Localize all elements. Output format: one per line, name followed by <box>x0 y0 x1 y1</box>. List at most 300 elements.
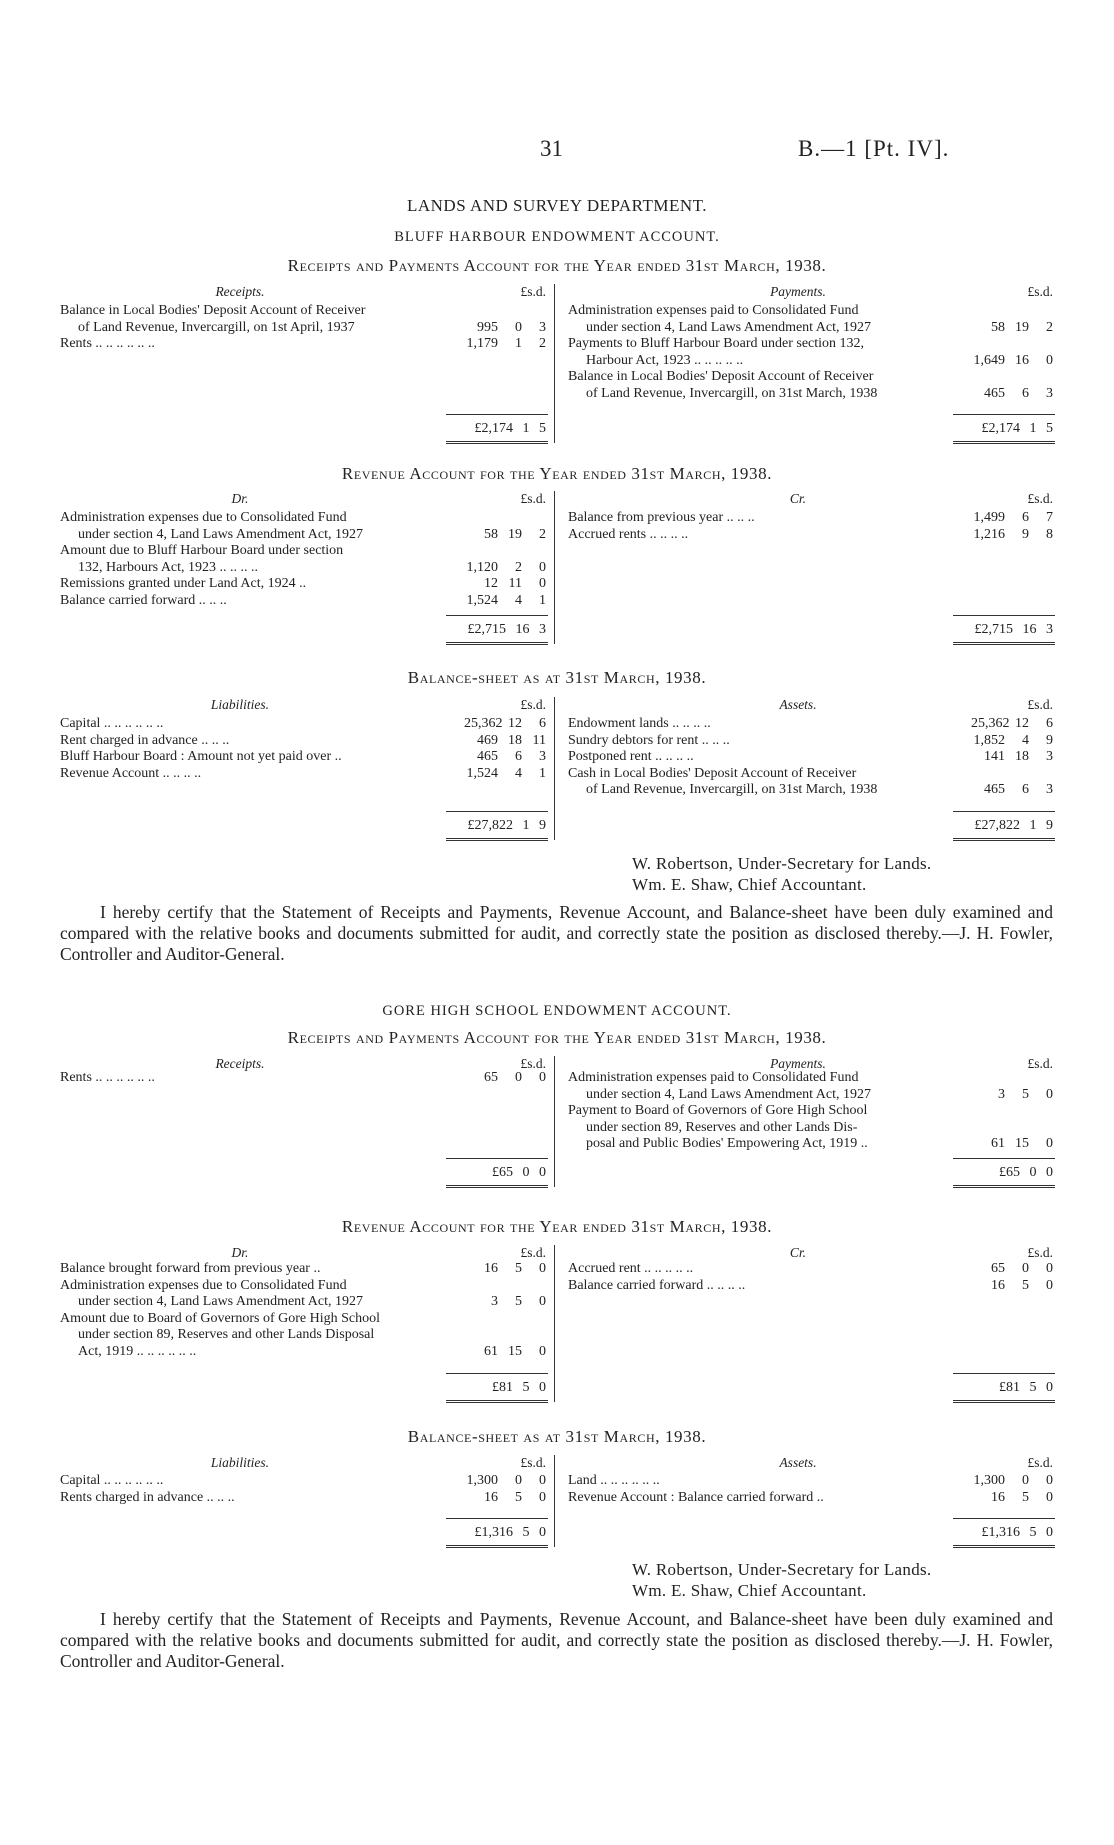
entry-line: Balance from previous year .. .. .. <box>568 510 755 525</box>
amount-shillings: 18 <box>1015 749 1029 764</box>
entry-line: Act, 1919 .. .. .. .. .. .. <box>78 1343 197 1359</box>
amount-pounds: 16 <box>484 1489 498 1505</box>
entry-line: Capital .. .. .. .. .. .. <box>60 1473 164 1488</box>
department-title: LANDS AND SURVEY DEPARTMENT. <box>406 196 707 215</box>
amount-pounds: 65 <box>484 1070 498 1085</box>
amount-shillings: 19 <box>508 526 522 542</box>
right-entry-amount <box>957 1473 1053 1490</box>
amount-shillings: 15 <box>1015 1136 1029 1151</box>
left-money-heading <box>450 491 546 508</box>
amount-shillings: 0 <box>1022 1261 1029 1276</box>
amount-pounds: 141 <box>984 749 1005 764</box>
left-total: £81 5 0 <box>492 1380 546 1395</box>
entry-line: Bluff Harbour Board : Amount not yet paid over .. <box>60 749 342 764</box>
left-column-heading: Receipts. <box>215 284 265 299</box>
right-entry-amount <box>957 386 1053 403</box>
left-total: £1,316 5 0 <box>474 1525 546 1540</box>
amount-pence: 1 <box>539 592 546 608</box>
entry-line: under section 4, Land Laws Amendment Act, 1927 <box>586 1086 871 1102</box>
amount-pounds: 1,499 <box>973 510 1005 525</box>
right-money-heading <box>957 284 1053 301</box>
amount-pounds: 1,852 <box>973 732 1005 748</box>
pound-heading: £ <box>1027 284 1035 299</box>
amount-pounds: 12 <box>484 576 498 591</box>
right-entry-description <box>568 749 951 766</box>
amount-shillings: 9 <box>1022 526 1029 542</box>
amount-pounds: 58 <box>484 526 498 542</box>
amount-shillings: 6 <box>515 749 522 764</box>
gore-rp-table <box>60 1056 1053 1196</box>
amount-pounds: 469 <box>477 732 498 748</box>
amount-shillings: 0 <box>515 319 522 335</box>
entry-line: under section 89, Reserves and other Lands Dis- <box>586 1119 858 1135</box>
amount-pence: 3 <box>539 319 546 335</box>
left-entry-description <box>60 303 446 336</box>
right-entry-amount <box>957 1136 1053 1153</box>
amount-pence: 9 <box>1046 732 1053 748</box>
left-entry-amount <box>450 1344 546 1361</box>
right-entry-description <box>568 1103 951 1153</box>
left-entry-amount <box>450 1473 546 1490</box>
left-entry-amount <box>450 320 546 337</box>
entry-line: Capital .. .. .. .. .. .. <box>60 716 164 731</box>
pound-heading: £ <box>1027 1455 1035 1470</box>
entry-line: Payment to Board of Governors of Gore High School <box>568 1103 868 1118</box>
entry-line: Sundry debtors for rent .. .. .. <box>568 732 730 748</box>
shilling-heading: s. <box>527 1056 536 1071</box>
amount-pence: 6 <box>1046 716 1053 731</box>
amount-pounds: 1,179 <box>466 336 498 351</box>
left-entry-amount <box>450 527 546 544</box>
amount-shillings: 15 <box>508 1343 522 1359</box>
amount-pounds: 3 <box>491 1294 498 1309</box>
right-entry-amount <box>957 527 1053 544</box>
entry-line: Postponed rent .. .. .. .. <box>568 749 694 764</box>
gore-account-title: GORE HIGH SCHOOL ENDOWMENT ACCOUNT. <box>382 1003 732 1019</box>
amount-pence: 0 <box>539 1473 546 1488</box>
right-money-heading <box>957 1245 1053 1262</box>
amount-pounds: 61 <box>991 1136 1005 1151</box>
left-total-double-rule <box>446 1545 548 1548</box>
shilling-heading: s. <box>527 1245 536 1260</box>
left-entry-description <box>60 716 446 733</box>
amount-pounds: 16 <box>484 1261 498 1276</box>
amount-shillings: 5 <box>1022 1086 1029 1102</box>
amount-pounds: 465 <box>984 782 1005 797</box>
right-total-rule <box>953 1518 1055 1519</box>
amount-pence: 6 <box>539 716 546 731</box>
entry-line: Administration expenses paid to Consolidated Fund <box>568 303 859 318</box>
left-column-heading: Dr. <box>231 491 249 506</box>
bluff-rp-table <box>60 284 1053 452</box>
entry-line: Rents .. .. .. .. .. .. <box>60 1070 155 1085</box>
left-total: £27,822 1 9 <box>467 818 546 833</box>
gore-rp-title: Receipts and Payments Account for the Year ended 31st March, 1938. <box>287 1028 827 1047</box>
right-entry-description <box>568 527 951 544</box>
right-total-rule <box>953 811 1055 812</box>
pence-heading: d. <box>535 1056 546 1071</box>
left-total-double-rule <box>446 1185 548 1188</box>
entry-line: Accrued rents .. .. .. .. <box>568 526 689 542</box>
right-money-heading <box>957 491 1053 508</box>
entry-line: Endowment lands .. .. .. .. <box>568 716 711 731</box>
pence-heading: d. <box>535 1455 546 1470</box>
entry-line: Balance in Local Bodies' Deposit Account of Receiver <box>60 303 366 318</box>
right-total-double-rule <box>953 1185 1055 1188</box>
document-reference: B.—1 [Pt. IV]. <box>798 136 950 161</box>
amount-pounds: 465 <box>477 749 498 764</box>
right-column-heading: Assets. <box>779 1455 817 1470</box>
pound-heading: £ <box>520 284 528 299</box>
pence-heading: d. <box>1042 1245 1053 1260</box>
bluff-signature-robertson: W. Robertson, Under-Secretary for Lands. <box>632 854 932 873</box>
right-entry-amount <box>957 1490 1053 1507</box>
bluff-signature-shaw: Wm. E. Shaw, Chief Accountant. <box>632 875 867 894</box>
right-entry-amount <box>957 1087 1053 1104</box>
column-divider <box>554 1455 555 1547</box>
right-total-double-rule <box>953 642 1055 645</box>
bluff-balance-table <box>60 697 1053 849</box>
pence-heading: d. <box>535 697 546 712</box>
pound-heading: £ <box>1027 697 1035 712</box>
amount-pounds: 25,362 <box>971 716 1010 731</box>
right-entry-amount <box>957 320 1053 337</box>
entry-line: Administration expenses paid to Consolidated Fund <box>568 1070 859 1085</box>
left-entry-description <box>60 1490 446 1507</box>
entry-line: Rent charged in advance .. .. .. <box>60 732 230 748</box>
right-total: £27,822 1 9 <box>974 818 1053 833</box>
amount-pence: 0 <box>539 576 546 591</box>
left-entry-amount <box>450 1294 546 1311</box>
left-entry-description <box>60 766 446 783</box>
gore-revenue-title: Revenue Account for the Year ended 31st March, 1938. <box>341 1217 773 1236</box>
pound-heading: £ <box>520 1455 528 1470</box>
amount-pounds: 1,120 <box>466 559 498 575</box>
pence-heading: d. <box>535 491 546 506</box>
left-total-rule <box>446 811 548 812</box>
right-total-rule <box>953 1373 1055 1374</box>
pound-heading: £ <box>1027 1056 1035 1071</box>
left-total-double-rule <box>446 441 548 444</box>
left-total: £2,715 16 3 <box>467 622 546 637</box>
amount-pence: 0 <box>1046 1136 1053 1151</box>
entry-line: Balance carried forward .. .. .. .. <box>568 1277 746 1293</box>
amount-shillings: 4 <box>515 592 522 608</box>
entry-line: Payments to Bluff Harbour Board under section 132, <box>568 336 865 351</box>
amount-shillings: 0 <box>515 1070 522 1085</box>
pence-heading: d. <box>1042 491 1053 506</box>
left-entry-amount <box>450 1261 546 1278</box>
left-entry-amount <box>450 560 546 577</box>
amount-pence: 0 <box>1046 1086 1053 1102</box>
right-total: £1,316 5 0 <box>981 1525 1053 1540</box>
bluff-audit-certificate: I hereby certify that the Statement of Receipts and Payments, Revenue Account, and Balance-sheet have been duly examined and compared with the relative books and documents submitted for audit, and correctly state the position as disclosed thereby.—J. H. Fowler, Controller and Auditor-General. <box>60 902 1053 964</box>
shilling-heading: s. <box>1034 697 1043 712</box>
left-entry-description <box>60 510 446 543</box>
right-column-heading: Assets. <box>779 697 817 712</box>
gore-revenue-table <box>60 1245 1053 1409</box>
left-total: £2,174 1 5 <box>474 421 546 436</box>
amount-pence: 0 <box>1046 352 1053 368</box>
left-column-heading: Dr. <box>231 1245 249 1260</box>
shilling-heading: s. <box>1034 1056 1043 1071</box>
amount-pence: 3 <box>539 749 546 764</box>
amount-pounds: 65 <box>991 1261 1005 1276</box>
gore-signature-robertson: W. Robertson, Under-Secretary for Lands. <box>632 1560 932 1579</box>
pound-heading: £ <box>520 1245 528 1260</box>
right-entry-description <box>568 336 951 369</box>
right-entry-description <box>568 303 951 336</box>
entry-line: Land .. .. .. .. .. .. <box>568 1473 660 1488</box>
left-entry-description <box>60 733 446 750</box>
left-entry-description <box>60 1278 446 1311</box>
right-entry-amount <box>957 510 1053 527</box>
right-entry-description <box>568 733 951 750</box>
right-total-rule <box>953 414 1055 415</box>
right-column-heading: Payments. <box>770 1056 826 1071</box>
amount-pounds: 1,524 <box>466 592 498 608</box>
column-divider <box>554 491 555 644</box>
amount-pence: 0 <box>1046 1473 1053 1488</box>
amount-pence: 2 <box>539 526 546 542</box>
gore-audit-certificate: I hereby certify that the Statement of Receipts and Payments, Revenue Account, and Balance-sheet have been duly examined and compared with the relative books and documents submitted for audit, and correctly state the position as disclosed thereby.—J. H. Fowler, Controller and Auditor-General. <box>60 1609 1053 1671</box>
left-entry-amount <box>450 766 546 783</box>
entry-line: Rents charged in advance .. .. .. <box>60 1489 235 1505</box>
amount-shillings: 5 <box>515 1294 522 1309</box>
entry-line: under section 4, Land Laws Amendment Act, 1927 <box>586 319 871 335</box>
bluff-balance-title: Balance-sheet as at 31st March, 1938. <box>407 668 707 687</box>
amount-pence: 2 <box>539 336 546 351</box>
amount-pence: 0 <box>539 1343 546 1359</box>
amount-pence: 0 <box>539 1070 546 1085</box>
amount-shillings: 2 <box>515 559 522 575</box>
right-entry-amount <box>957 353 1053 370</box>
amount-shillings: 5 <box>1022 1277 1029 1293</box>
amount-pence: 3 <box>1046 749 1053 764</box>
right-column-heading: Cr. <box>789 1245 807 1260</box>
amount-pence: 3 <box>1046 385 1053 401</box>
entry-line: Administration expenses due to Consolidated Fund <box>60 1277 347 1293</box>
right-total-rule <box>953 615 1055 616</box>
page-number: 31 <box>540 136 563 161</box>
amount-shillings: 12 <box>1015 716 1029 731</box>
right-entry-description <box>568 1261 951 1278</box>
left-entry-amount <box>450 716 546 733</box>
right-entry-description <box>568 716 951 733</box>
amount-shillings: 6 <box>1022 385 1029 401</box>
amount-shillings: 19 <box>1015 319 1029 335</box>
entry-line: of Land Revenue, Invercargill, on 1st April, 1937 <box>78 319 355 335</box>
right-total-double-rule <box>953 1400 1055 1403</box>
amount-pence: 0 <box>539 559 546 575</box>
amount-pounds: 25,362 <box>464 716 503 731</box>
right-entry-description <box>568 1070 951 1103</box>
amount-pence: 3 <box>1046 782 1053 797</box>
entry-line: Harbour Act, 1923 .. .. .. .. .. <box>586 352 744 368</box>
left-total-double-rule <box>446 1400 548 1403</box>
left-entry-description <box>60 593 446 610</box>
amount-shillings: 1 <box>515 336 522 351</box>
entry-line: Rents .. .. .. .. .. .. <box>60 336 155 351</box>
right-entry-description <box>568 766 951 799</box>
left-entry-amount <box>450 593 546 610</box>
entry-line: of Land Revenue, Invercargill, on 31st March, 1938 <box>586 782 878 797</box>
entry-line: Revenue Account .. .. .. .. <box>60 765 202 781</box>
shilling-heading: s. <box>527 1455 536 1470</box>
right-column-heading: Cr. <box>789 491 807 506</box>
amount-pounds: 16 <box>991 1277 1005 1293</box>
amount-shillings: 4 <box>1022 732 1029 748</box>
entry-line: Balance brought forward from previous year .. <box>60 1261 321 1276</box>
shilling-heading: s. <box>527 697 536 712</box>
pound-heading: £ <box>520 491 528 506</box>
left-entry-description <box>60 1070 446 1087</box>
right-money-heading <box>957 1056 1053 1073</box>
bluff-revenue-title: Revenue Account for the Year ended 31st March, 1938. <box>341 464 773 483</box>
bluff-revenue-table <box>60 491 1053 653</box>
pound-heading: £ <box>520 697 528 712</box>
column-divider <box>554 1056 555 1187</box>
left-total-rule <box>446 1373 548 1374</box>
right-entry-amount <box>957 733 1053 750</box>
entry-line: under section 4, Land Laws Amendment Act, 1927 <box>78 1294 363 1309</box>
amount-shillings: 5 <box>515 1489 522 1505</box>
entry-line: Administration expenses due to Consolidated Fund <box>60 510 347 525</box>
left-entry-description <box>60 543 446 576</box>
left-entry-amount <box>450 336 546 353</box>
shilling-heading: s. <box>1034 1455 1043 1470</box>
left-entry-description <box>60 336 446 353</box>
pence-heading: d. <box>1042 1455 1053 1470</box>
left-total-double-rule <box>446 642 548 645</box>
right-money-heading <box>957 697 1053 714</box>
amount-pounds: 1,300 <box>466 1473 498 1488</box>
right-total-rule <box>953 1158 1055 1159</box>
amount-shillings: 5 <box>1022 1489 1029 1505</box>
amount-pence: 0 <box>1046 1489 1053 1505</box>
shilling-heading: s. <box>527 284 536 299</box>
amount-shillings: 16 <box>1015 352 1029 368</box>
right-money-heading <box>957 1455 1053 1472</box>
left-money-heading <box>450 284 546 301</box>
column-divider <box>554 697 555 840</box>
right-entry-description <box>568 1278 951 1295</box>
left-entry-amount <box>450 576 546 593</box>
right-entry-description <box>568 369 951 402</box>
amount-pence: 11 <box>532 732 546 748</box>
amount-shillings: 18 <box>508 732 522 748</box>
entry-line: under section 4, Land Laws Amendment Act, 1927 <box>78 526 363 542</box>
amount-pence: 0 <box>539 1294 546 1309</box>
amount-shillings: 0 <box>1022 1473 1029 1488</box>
pence-heading: d. <box>1042 697 1053 712</box>
entry-line: Cash in Local Bodies' Deposit Account of Receiver <box>568 765 857 781</box>
left-total-rule <box>446 1158 548 1159</box>
amount-pence: 8 <box>1046 526 1053 542</box>
amount-pounds: 16 <box>991 1489 1005 1505</box>
left-entry-amount <box>450 733 546 750</box>
left-column-heading: Receipts. <box>215 1056 265 1071</box>
pound-heading: £ <box>1027 1245 1035 1260</box>
pence-heading: d. <box>1042 1056 1053 1071</box>
left-total-rule <box>446 414 548 415</box>
amount-shillings: 0 <box>515 1473 522 1488</box>
entry-line: Revenue Account : Balance carried forward .. <box>568 1489 824 1505</box>
right-entry-amount <box>957 716 1053 733</box>
column-divider <box>554 284 555 443</box>
left-entry-description <box>60 576 446 593</box>
amount-pounds: 995 <box>477 319 498 335</box>
amount-shillings: 6 <box>1022 510 1029 525</box>
gore-balance-table <box>60 1455 1053 1555</box>
entry-line: Amount due to Bluff Harbour Board under section <box>60 543 344 558</box>
amount-shillings: 6 <box>1022 782 1029 797</box>
right-entry-amount <box>957 782 1053 799</box>
amount-shillings: 12 <box>508 716 522 731</box>
pence-heading: d. <box>535 284 546 299</box>
amount-pence: 1 <box>539 765 546 781</box>
amount-shillings: 4 <box>515 765 522 781</box>
entry-line: Balance carried forward .. .. .. <box>60 592 227 608</box>
left-entry-amount <box>450 1490 546 1507</box>
right-entry-description <box>568 1473 951 1490</box>
amount-pence: 0 <box>1046 1261 1053 1276</box>
entry-line: Balance in Local Bodies' Deposit Account of Receiver <box>568 369 874 384</box>
entry-line: 132, Harbours Act, 1923 .. .. .. .. <box>78 559 259 575</box>
amount-pounds: 1,649 <box>973 352 1005 368</box>
pound-heading: £ <box>1027 491 1035 506</box>
left-entry-amount <box>450 749 546 766</box>
left-total-rule <box>446 1518 548 1519</box>
shilling-heading: s. <box>1034 491 1043 506</box>
gore-signature-shaw: Wm. E. Shaw, Chief Accountant. <box>632 1581 867 1600</box>
left-money-heading <box>450 697 546 714</box>
gore-balance-title: Balance-sheet as at 31st March, 1938. <box>407 1427 707 1446</box>
pence-heading: d. <box>535 1245 546 1260</box>
right-total-double-rule <box>953 1545 1055 1548</box>
entry-line: Amount due to Board of Governors of Gore High School <box>60 1310 381 1326</box>
left-entry-description <box>60 1261 446 1278</box>
bluff-rp-title: Receipts and Payments Account for the Year ended 31st March, 1938. <box>287 256 827 275</box>
amount-pounds: 58 <box>991 319 1005 335</box>
pound-heading: £ <box>520 1056 528 1071</box>
left-entry-description <box>60 1311 446 1361</box>
left-entry-description <box>60 749 446 766</box>
right-entry-description <box>568 1490 951 1507</box>
entry-line: under section 89, Reserves and other Lands Disposal <box>78 1327 375 1342</box>
left-entry-amount <box>450 1070 546 1087</box>
entry-line: Remissions granted under Land Act, 1924 .. <box>60 576 307 591</box>
amount-shillings: 11 <box>508 576 522 591</box>
right-entry-amount <box>957 749 1053 766</box>
shilling-heading: s. <box>1034 284 1043 299</box>
entry-line: of Land Revenue, Invercargill, on 31st March, 1938 <box>586 385 878 401</box>
right-total: £81 5 0 <box>999 1380 1053 1395</box>
column-divider <box>554 1245 555 1402</box>
amount-pence: 0 <box>539 1489 546 1505</box>
right-total: £65 0 0 <box>999 1165 1053 1180</box>
right-total: £2,174 1 5 <box>981 421 1053 436</box>
right-total-double-rule <box>953 441 1055 444</box>
amount-pounds: 1,524 <box>466 765 498 781</box>
left-money-heading <box>450 1455 546 1472</box>
right-entry-description <box>568 510 951 527</box>
amount-pence: 2 <box>1046 319 1053 335</box>
pence-heading: d. <box>1042 284 1053 299</box>
right-column-heading: Payments. <box>770 284 826 299</box>
left-column-heading: Liabilities. <box>210 1455 270 1470</box>
left-total: £65 0 0 <box>492 1165 546 1180</box>
